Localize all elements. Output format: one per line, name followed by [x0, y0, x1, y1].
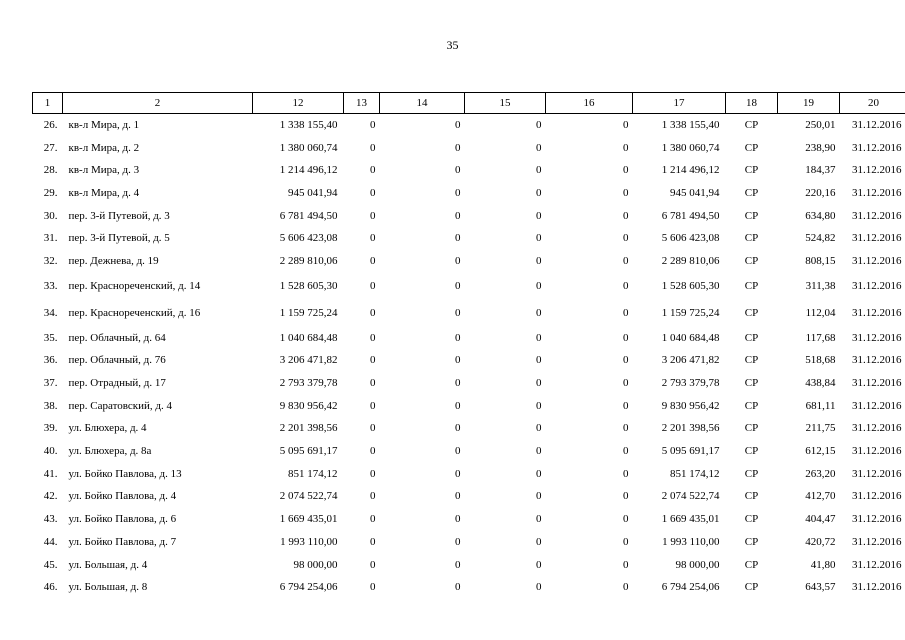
date-cell: 31.12.2016 — [852, 141, 902, 154]
address-cell: кв-л Мира, д. 1 — [68, 118, 140, 131]
date-cell: 31.12.2016 — [852, 445, 902, 458]
value-col-16: 0 — [623, 445, 629, 458]
row-number: 33. — [43, 279, 58, 292]
value-col-13: 0 — [370, 141, 376, 154]
table-row — [33, 114, 905, 137]
value-col-19: 438,84 — [805, 377, 836, 390]
value-col-18: СР — [744, 141, 759, 154]
value-col-18: СР — [744, 306, 759, 319]
value-col-12: 9 830 956,42 — [279, 399, 338, 412]
value-col-12: 2 074 522,74 — [279, 490, 338, 503]
address-cell: пер. 3-й Путевой, д. 3 — [68, 209, 170, 222]
value-col-14: 0 — [455, 377, 461, 390]
value-col-17: 1 159 725,24 — [661, 306, 720, 319]
value-col-18: СР — [744, 118, 759, 131]
address-cell: пер. Отрадный, д. 17 — [68, 377, 166, 390]
value-col-17: 1 214 496,12 — [661, 164, 720, 177]
value-col-15: 0 — [536, 535, 542, 548]
date-cell: 31.12.2016 — [852, 377, 902, 390]
date-cell: 31.12.2016 — [852, 399, 902, 412]
registry-table — [32, 92, 905, 599]
value-col-18: СР — [744, 232, 759, 245]
value-col-13: 0 — [370, 306, 376, 319]
value-col-15: 0 — [536, 490, 542, 503]
value-col-13: 0 — [370, 399, 376, 412]
value-col-17: 3 206 471,82 — [661, 354, 720, 367]
date-cell: 31.12.2016 — [852, 118, 902, 131]
value-col-16: 0 — [623, 186, 629, 199]
value-col-12: 1 380 060,74 — [279, 141, 338, 154]
value-col-14: 0 — [455, 254, 461, 267]
value-col-17: 98 000,00 — [675, 558, 720, 571]
address-cell: пер. Дежнева, д. 19 — [68, 254, 159, 267]
value-col-17: 2 793 379,78 — [661, 377, 720, 390]
value-col-17: 1 528 605,30 — [661, 279, 720, 292]
value-col-19: 117,68 — [805, 331, 836, 344]
value-col-14: 0 — [455, 186, 461, 199]
table-row — [33, 350, 905, 373]
date-cell: 31.12.2016 — [852, 186, 902, 199]
table-row — [33, 227, 905, 250]
row-number: 28. — [43, 164, 58, 177]
date-cell: 31.12.2016 — [852, 232, 902, 245]
table-row — [33, 395, 905, 418]
value-col-18: СР — [744, 164, 759, 177]
value-col-17: 6 794 254,06 — [661, 581, 720, 594]
value-col-16: 0 — [623, 118, 629, 131]
value-col-19: 643,57 — [805, 581, 836, 594]
date-cell: 31.12.2016 — [852, 254, 902, 267]
value-col-12: 1 040 684,48 — [279, 331, 338, 344]
value-col-16: 0 — [623, 331, 629, 344]
date-cell: 31.12.2016 — [852, 490, 902, 503]
value-col-18: СР — [744, 331, 759, 344]
value-col-13: 0 — [370, 354, 376, 367]
row-number: 26. — [43, 118, 58, 131]
table-row — [33, 273, 905, 300]
address-cell: кв-л Мира, д. 3 — [68, 164, 140, 177]
address-cell: пер. Облачный, д. 76 — [68, 354, 166, 367]
value-col-12: 5 606 423,08 — [279, 232, 338, 245]
value-col-15: 0 — [536, 254, 542, 267]
value-col-17: 1 380 060,74 — [661, 141, 720, 154]
value-col-12: 1 159 725,24 — [279, 306, 338, 319]
value-col-16: 0 — [623, 141, 629, 154]
value-col-14: 0 — [455, 535, 461, 548]
value-col-13: 0 — [370, 581, 376, 594]
address-cell: ул. Блюхера, д. 8а — [68, 445, 152, 458]
value-col-15: 0 — [536, 118, 542, 131]
value-col-13: 0 — [370, 377, 376, 390]
value-col-13: 0 — [370, 254, 376, 267]
page-number: 35 — [446, 38, 459, 52]
value-col-15: 0 — [536, 558, 542, 571]
value-col-15: 0 — [536, 467, 542, 480]
value-col-16: 0 — [623, 467, 629, 480]
value-col-17: 851 174,12 — [670, 467, 720, 480]
value-col-17: 2 074 522,74 — [661, 490, 720, 503]
row-number: 38. — [43, 399, 58, 412]
value-col-19: 681,11 — [805, 399, 836, 412]
value-col-18: СР — [744, 254, 759, 267]
value-col-15: 0 — [536, 399, 542, 412]
address-cell: ул. Бойко Павлова, д. 13 — [68, 467, 182, 480]
value-col-12: 851 174,12 — [288, 467, 338, 480]
date-cell: 31.12.2016 — [852, 467, 902, 480]
date-cell: 31.12.2016 — [852, 331, 902, 344]
value-col-16: 0 — [623, 254, 629, 267]
row-number: 43. — [43, 513, 58, 526]
value-col-12: 1 528 605,30 — [279, 279, 338, 292]
value-col-17: 2 201 398,56 — [661, 422, 720, 435]
value-col-15: 0 — [536, 279, 542, 292]
address-cell: пер. 3-й Путевой, д. 5 — [68, 232, 170, 245]
value-col-18: СР — [744, 354, 759, 367]
value-col-16: 0 — [623, 513, 629, 526]
address-cell: кв-л Мира, д. 4 — [68, 186, 140, 199]
row-number: 27. — [43, 141, 58, 154]
value-col-12: 3 206 471,82 — [279, 354, 338, 367]
value-col-17: 2 289 810,06 — [661, 254, 720, 267]
value-col-19: 41,80 — [810, 558, 836, 571]
date-cell: 31.12.2016 — [852, 581, 902, 594]
value-col-18: СР — [744, 513, 759, 526]
value-col-14: 0 — [455, 279, 461, 292]
table-row — [33, 531, 905, 554]
value-col-15: 0 — [536, 422, 542, 435]
value-col-18: СР — [744, 279, 759, 292]
value-col-19: 184,37 — [805, 164, 836, 177]
value-col-19: 808,15 — [805, 254, 836, 267]
value-col-16: 0 — [623, 558, 629, 571]
column-header: 18 — [726, 93, 778, 114]
value-col-19: 311,38 — [805, 279, 836, 292]
table-row — [33, 576, 905, 599]
value-col-13: 0 — [370, 558, 376, 571]
table-row — [33, 372, 905, 395]
table-row — [33, 205, 905, 228]
value-col-15: 0 — [536, 306, 542, 319]
date-cell: 31.12.2016 — [852, 535, 902, 548]
table-row — [33, 508, 905, 531]
value-col-16: 0 — [623, 209, 629, 222]
value-col-19: 420,72 — [805, 535, 836, 548]
value-col-19: 250,01 — [805, 118, 836, 131]
value-col-13: 0 — [370, 164, 376, 177]
value-col-13: 0 — [370, 467, 376, 480]
row-number: 46. — [43, 581, 58, 594]
address-cell: пер. Саратовский, д. 4 — [68, 399, 172, 412]
value-col-18: СР — [744, 467, 759, 480]
value-col-14: 0 — [455, 209, 461, 222]
value-col-19: 524,82 — [805, 232, 836, 245]
value-col-15: 0 — [536, 164, 542, 177]
value-col-15: 0 — [536, 141, 542, 154]
address-cell: кв-л Мира, д. 2 — [68, 141, 140, 154]
value-col-19: 634,80 — [805, 209, 836, 222]
column-header: 19 — [778, 93, 840, 114]
value-col-15: 0 — [536, 331, 542, 344]
address-cell: пер. Краснореченский, д. 16 — [68, 306, 201, 319]
value-col-14: 0 — [455, 581, 461, 594]
value-col-19: 211,75 — [805, 422, 836, 435]
table-body — [33, 114, 905, 600]
address-cell: пер. Краснореченский, д. 14 — [68, 279, 201, 292]
row-number: 42. — [43, 490, 58, 503]
table-row — [33, 300, 905, 327]
date-cell: 31.12.2016 — [852, 306, 902, 319]
value-col-19: 238,90 — [805, 141, 836, 154]
value-col-19: 220,16 — [805, 186, 836, 199]
column-header: 13 — [344, 93, 380, 114]
value-col-12: 1 214 496,12 — [279, 164, 338, 177]
value-col-13: 0 — [370, 535, 376, 548]
value-col-18: СР — [744, 399, 759, 412]
table-header — [33, 93, 905, 114]
value-col-15: 0 — [536, 445, 542, 458]
row-number: 45. — [43, 558, 58, 571]
address-cell: ул. Бойко Павлова, д. 7 — [68, 535, 177, 548]
value-col-13: 0 — [370, 445, 376, 458]
value-col-15: 0 — [536, 186, 542, 199]
value-col-19: 612,15 — [805, 445, 836, 458]
value-col-14: 0 — [455, 331, 461, 344]
row-number: 36. — [43, 354, 58, 367]
table-row — [33, 327, 905, 350]
value-col-19: 112,04 — [805, 306, 836, 319]
value-col-13: 0 — [370, 118, 376, 131]
value-col-13: 0 — [370, 490, 376, 503]
value-col-13: 0 — [370, 279, 376, 292]
table-row — [33, 418, 905, 441]
value-col-18: СР — [744, 186, 759, 199]
date-cell: 31.12.2016 — [852, 209, 902, 222]
value-col-13: 0 — [370, 513, 376, 526]
date-cell: 31.12.2016 — [852, 164, 902, 177]
row-number: 34. — [43, 306, 58, 319]
value-col-12: 1 993 110,00 — [280, 535, 338, 548]
table-row — [33, 250, 905, 273]
value-col-15: 0 — [536, 377, 542, 390]
value-col-16: 0 — [623, 535, 629, 548]
value-col-13: 0 — [370, 422, 376, 435]
table-row — [33, 137, 905, 160]
table-row — [33, 463, 905, 486]
value-col-19: 263,20 — [805, 467, 836, 480]
address-cell: ул. Большая, д. 4 — [68, 558, 148, 571]
date-cell: 31.12.2016 — [852, 279, 902, 292]
value-col-15: 0 — [536, 209, 542, 222]
row-number: 41. — [43, 467, 58, 480]
table-row — [33, 554, 905, 577]
header-row — [33, 93, 905, 114]
value-col-18: СР — [744, 490, 759, 503]
date-cell: 31.12.2016 — [852, 558, 902, 571]
value-col-18: СР — [744, 422, 759, 435]
value-col-12: 2 201 398,56 — [279, 422, 338, 435]
value-col-13: 0 — [370, 232, 376, 245]
value-col-16: 0 — [623, 354, 629, 367]
value-col-14: 0 — [455, 467, 461, 480]
value-col-14: 0 — [455, 445, 461, 458]
value-col-14: 0 — [455, 164, 461, 177]
row-number: 32. — [43, 254, 58, 267]
value-col-12: 5 095 691,17 — [279, 445, 338, 458]
value-col-12: 6 781 494,50 — [279, 209, 338, 222]
value-col-12: 2 289 810,06 — [279, 254, 338, 267]
value-col-15: 0 — [536, 513, 542, 526]
row-number: 35. — [43, 331, 58, 344]
value-col-18: СР — [744, 581, 759, 594]
value-col-13: 0 — [370, 209, 376, 222]
table-row — [33, 440, 905, 463]
value-col-17: 1 993 110,00 — [662, 535, 720, 548]
column-header: 12 — [253, 93, 344, 114]
value-col-19: 518,68 — [805, 354, 836, 367]
date-cell: 31.12.2016 — [852, 422, 902, 435]
value-col-14: 0 — [455, 141, 461, 154]
value-col-12: 6 794 254,06 — [279, 581, 338, 594]
value-col-13: 0 — [370, 186, 376, 199]
table-row — [33, 159, 905, 182]
value-col-18: СР — [744, 377, 759, 390]
value-col-14: 0 — [455, 558, 461, 571]
value-col-16: 0 — [623, 422, 629, 435]
value-col-17: 945 041,94 — [670, 186, 720, 199]
table-row — [33, 182, 905, 205]
row-number: 39. — [43, 422, 58, 435]
value-col-14: 0 — [455, 232, 461, 245]
column-header: 17 — [633, 93, 726, 114]
value-col-13: 0 — [370, 331, 376, 344]
value-col-14: 0 — [455, 513, 461, 526]
column-header: 14 — [380, 93, 465, 114]
row-number: 40. — [43, 445, 58, 458]
value-col-17: 5 606 423,08 — [661, 232, 720, 245]
value-col-19: 412,70 — [805, 490, 836, 503]
column-header: 15 — [465, 93, 546, 114]
value-col-18: СР — [744, 445, 759, 458]
value-col-12: 945 041,94 — [288, 186, 338, 199]
column-header: 20 — [840, 93, 905, 114]
value-col-14: 0 — [455, 306, 461, 319]
value-col-16: 0 — [623, 306, 629, 319]
value-col-14: 0 — [455, 399, 461, 412]
value-col-19: 404,47 — [805, 513, 836, 526]
value-col-16: 0 — [623, 279, 629, 292]
value-col-12: 1 669 435,01 — [279, 513, 338, 526]
value-col-17: 1 338 155,40 — [661, 118, 720, 131]
column-header: 2 — [63, 93, 253, 114]
value-col-12: 2 793 379,78 — [279, 377, 338, 390]
date-cell: 31.12.2016 — [852, 354, 902, 367]
value-col-16: 0 — [623, 232, 629, 245]
row-number: 37. — [43, 377, 58, 390]
address-cell: ул. Блюхера, д. 4 — [68, 422, 147, 435]
value-col-16: 0 — [623, 490, 629, 503]
value-col-15: 0 — [536, 354, 542, 367]
value-col-18: СР — [744, 209, 759, 222]
address-cell: ул. Бойко Павлова, д. 6 — [68, 513, 177, 526]
value-col-14: 0 — [455, 354, 461, 367]
table-row — [33, 486, 905, 509]
value-col-14: 0 — [455, 118, 461, 131]
address-cell: ул. Бойко Павлова, д. 4 — [68, 490, 177, 503]
value-col-14: 0 — [455, 422, 461, 435]
value-col-12: 1 338 155,40 — [279, 118, 338, 131]
value-col-17: 1 669 435,01 — [661, 513, 720, 526]
value-col-15: 0 — [536, 232, 542, 245]
value-col-17: 5 095 691,17 — [661, 445, 720, 458]
column-header: 1 — [33, 93, 63, 114]
value-col-17: 9 830 956,42 — [661, 399, 720, 412]
value-col-16: 0 — [623, 377, 629, 390]
value-col-17: 1 040 684,48 — [661, 331, 720, 344]
value-col-16: 0 — [623, 164, 629, 177]
value-col-17: 6 781 494,50 — [661, 209, 720, 222]
value-col-18: СР — [744, 558, 759, 571]
value-col-16: 0 — [623, 581, 629, 594]
row-number: 44. — [43, 535, 58, 548]
value-col-12: 98 000,00 — [293, 558, 338, 571]
row-number: 30. — [43, 209, 58, 222]
address-cell: пер. Облачный, д. 64 — [68, 331, 166, 344]
row-number: 31. — [43, 232, 58, 245]
row-number: 29. — [43, 186, 58, 199]
value-col-16: 0 — [623, 399, 629, 412]
value-col-15: 0 — [536, 581, 542, 594]
date-cell: 31.12.2016 — [852, 513, 902, 526]
address-cell: ул. Большая, д. 8 — [68, 581, 148, 594]
value-col-18: СР — [744, 535, 759, 548]
column-header: 16 — [546, 93, 633, 114]
value-col-14: 0 — [455, 490, 461, 503]
